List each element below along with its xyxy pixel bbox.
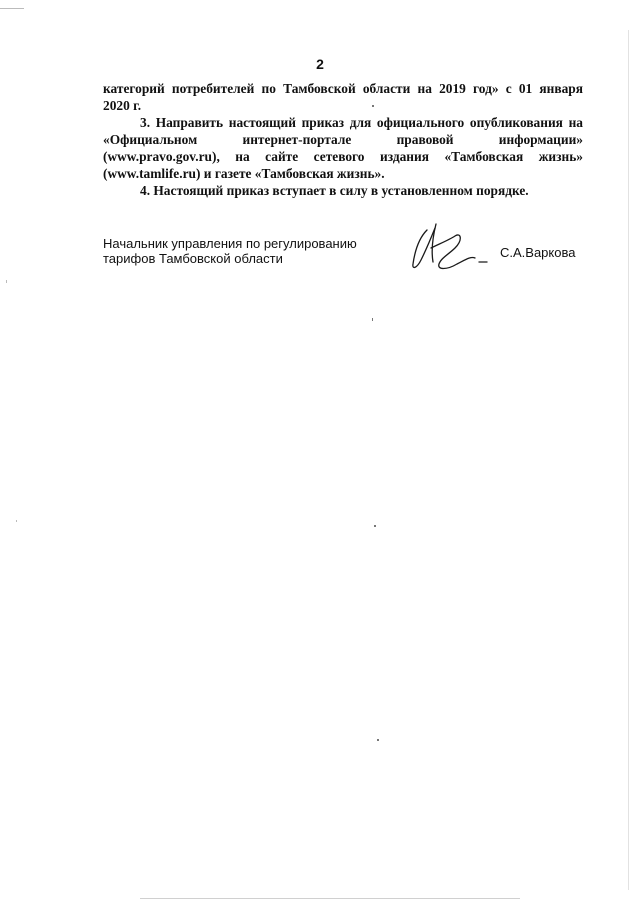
signatory-title-line: Начальник управления по регулированию — [103, 236, 357, 251]
scan-edge-mark — [628, 30, 629, 890]
paragraph-line: (www.tamlife.ru) и газете «Тамбовская жизнь». — [103, 166, 385, 181]
document-body — [103, 80, 583, 199]
scan-speck — [372, 318, 373, 321]
scan-speck — [372, 105, 374, 107]
scan-edge-mark — [6, 280, 7, 283]
paragraph-line: 3. Направить настоящий приказ для официального опубликования на — [140, 115, 583, 130]
paragraph-line: категорий потребителей по Тамбовской области на 2019 год» с 01 января — [103, 81, 583, 96]
signatory-title — [103, 236, 357, 266]
scan-speck — [374, 525, 376, 527]
paragraph-line: «Официальном интернет-портале правовой информации» — [103, 132, 583, 147]
scan-edge-mark — [0, 8, 24, 9]
scan-edge-mark — [140, 898, 520, 899]
handwritten-signature — [405, 218, 500, 278]
scan-edge-mark — [16, 520, 17, 522]
page-number: 2 — [316, 56, 324, 72]
signatory-title-line: тарифов Тамбовской области — [103, 251, 283, 266]
signatory-name: С.А.Варкова — [500, 245, 576, 260]
paragraph-line: 4. Настоящий приказ вступает в силу в установленном порядке. — [140, 183, 529, 198]
scan-speck — [377, 739, 379, 741]
paragraph-line: (www.pravo.gov.ru), на сайте сетевого издания «Тамбовская жизнь» — [103, 149, 583, 164]
paragraph-line: 2020 г. — [103, 98, 142, 113]
